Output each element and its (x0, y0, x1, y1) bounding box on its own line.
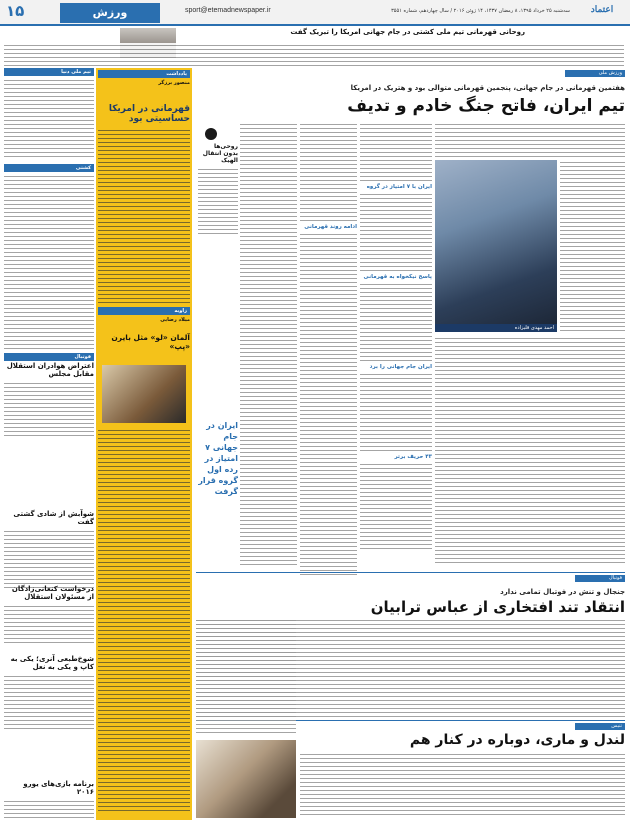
opinion-box (98, 70, 190, 351)
quote-title[interactable]: آلمان «لو» مثل بایرن «پپ» (111, 333, 190, 351)
football-players-photo (102, 365, 186, 423)
body-text (360, 122, 432, 182)
sidebar-body-text (4, 174, 94, 349)
body-text (300, 232, 357, 577)
story2-subtitle: جنجال و تنش در فوتبال تمامی ندارد (500, 588, 625, 596)
lead-subtitle: هفتمین قهرمانی در جام جهانی، پنجمین قهرمانی متوالی بود و هتریک در امریکا (350, 84, 625, 92)
story-headline: درخواست کنعانی‌زادگان از مسئولان استقلال (11, 585, 94, 601)
lead-body-col5-text (240, 122, 297, 567)
lead-body-col2-text (435, 336, 625, 564)
left-story-4[interactable] (4, 655, 94, 729)
page-number: ۱۵ (6, 2, 25, 20)
photo-caption-box (435, 324, 557, 332)
story-body-text (4, 604, 94, 644)
quote-author: میلاد رضایی (160, 317, 190, 323)
left-story-3[interactable] (4, 585, 94, 644)
lead-kicker: ورزش ملی (565, 70, 625, 77)
sidebar-box-title: فوتبال (4, 353, 94, 361)
dateline: سه‌شنبه ۲۵ خرداد ۱۳۹۵، ۸ رمضان ۱۴۳۷، ۱۴ ژوئن ۲۰۱۶ / سال چهاردهم، شماره ۳۵۵۱ (391, 8, 570, 14)
newspaper-logo: اعتماد (590, 5, 614, 15)
sidebar-box-title: تیم ملی دنیا (4, 68, 94, 76)
divider (196, 572, 625, 573)
lead-intro-text (435, 122, 625, 158)
story3-headline[interactable]: لندل و ماری، دوباره در کنار هم (409, 732, 625, 748)
section-head: ۴۳ حریف برتر (394, 454, 432, 460)
story-headline: اعتراض هوادران استقلال مقابل مجلس (6, 362, 94, 378)
opinion-body-text (98, 128, 190, 303)
story-headline: برنامه بازی‌های یورو ۲۰۱۶ (23, 780, 94, 796)
section-label: ورزش (60, 3, 160, 23)
tennis-players-photo (196, 740, 296, 818)
opinion-author: منصور برزگر (158, 80, 190, 86)
story3-body-text (300, 752, 625, 818)
quote-mark-icon (205, 128, 217, 140)
sidebar-body-text (4, 78, 94, 160)
section-email[interactable]: sport@etemadnewspaper.ir (185, 7, 271, 14)
story-headline: شوآبش از شادی گشتی گفت (13, 510, 94, 526)
story3-kicker: تنیس (575, 723, 625, 730)
opinion-body-text-2 (98, 428, 190, 813)
story2-side-text (196, 618, 296, 736)
section-head: ایران با ۷ امتیاز در گروه (366, 184, 432, 190)
body-text (360, 462, 432, 552)
banner-body-text (4, 43, 624, 67)
lead-body-col3 (360, 122, 432, 552)
banner-headline: روحانی قهرمانی تیم ملی کشتی در جام جهانی امریکا را تبریک گفت (290, 28, 525, 36)
body-text (360, 372, 432, 452)
quote-box-title: زاویه (98, 307, 190, 315)
story-body-text (4, 799, 94, 821)
story-body-text (4, 529, 94, 589)
highlight-body-text (198, 167, 238, 237)
pull-quote: ایران در جام جهانی ۷ امتیاز در رده اول گروه قرار گرفت (198, 421, 238, 496)
opinion-title[interactable]: قهرمانی در امریکا حساسیتی بود (108, 104, 190, 124)
body-text (360, 282, 432, 362)
photo-caption: احمد مهدی قلیزاده (435, 324, 557, 332)
left-story-1[interactable] (4, 362, 94, 436)
story2-kicker: فوتبال (575, 575, 625, 582)
lead-body-col4 (300, 122, 357, 577)
sidebar-box-title: کشتی (4, 164, 94, 172)
left-story-2[interactable] (4, 510, 94, 589)
highlight-title: روحی‌ها بدون انتقال الهیک (202, 143, 238, 164)
left-story-5[interactable] (4, 780, 94, 821)
story-headline: شوخ‌طبعی آنری؛ یکی به کاپ و یکی به نعل (10, 655, 94, 671)
section-head: ادامه روند قهرمانی (304, 224, 357, 230)
wrestling-photo (435, 160, 557, 332)
story-body-text (4, 674, 94, 729)
highlight-box (198, 143, 238, 237)
body-text (300, 122, 357, 222)
section-head: پاسخ نیکخواه به قهرمانی (363, 274, 432, 280)
story2-headline[interactable]: انتقاد تند افتخاری از عباس ترابیان (370, 598, 625, 616)
lead-headline[interactable]: تیم ایران، فاتح جنگ خادم و تدیف (347, 96, 625, 116)
opinion-box-title: یادداشت (98, 70, 190, 78)
lead-body-col1-text (560, 160, 625, 332)
body-text (360, 192, 432, 272)
section-head: ایران جام جهانی را برد (369, 364, 432, 370)
story-body-text (4, 381, 94, 436)
